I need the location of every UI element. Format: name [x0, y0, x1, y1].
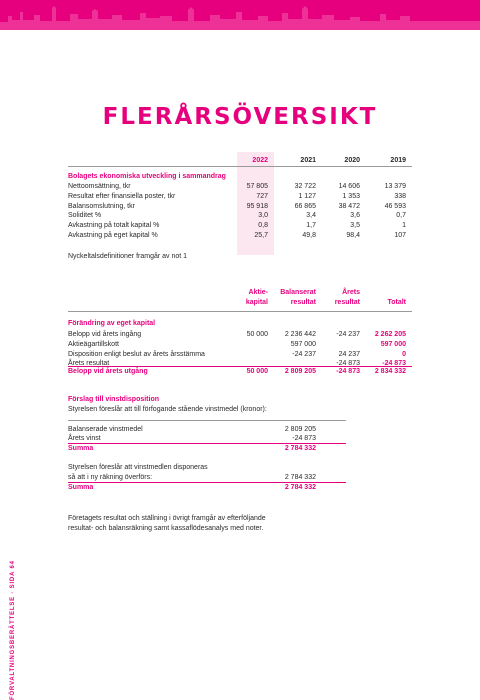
equity-row-label: Disposition enligt beslut av årets årsstämma	[68, 350, 205, 358]
disposition-row-label: Balanserade vinstmedel	[68, 426, 143, 433]
equity-row-label: Aktieägartillskott	[68, 340, 119, 348]
disposition-intro: Styrelsen föreslår att till förfogande stående vinstmedel (kronor):	[68, 406, 267, 413]
equity-row-total: 597 000	[380, 340, 406, 348]
header-banner	[0, 0, 480, 30]
overview-row-value: 57 805	[246, 183, 268, 190]
equity-total-result: -24 873	[336, 368, 360, 375]
proposal-value: 2 784 332	[284, 474, 316, 481]
overview-row-label: Soliditet %	[68, 212, 102, 220]
key-ratio-note: Nyckeltalsdefinitioner framgår av not 1	[68, 253, 188, 260]
equity-header-retained-2: resultat	[290, 299, 316, 306]
overview-row-value: 1,7	[306, 222, 316, 230]
overview-row-value: 49,8	[302, 232, 316, 239]
proposal-sum-label: Summa	[68, 484, 94, 491]
closing-text-line-1: Företagets resultat och ställning i övrigt framgår av efterföljande	[68, 515, 266, 522]
overview-row-label: Resultat efter finansiella poster, tkr	[68, 192, 176, 200]
overview-section-label: Bolagets ekonomiska utveckling i sammandrag	[68, 173, 226, 180]
proposal-line-1: Styrelsen föreslår att vinstmedlen disponeras	[68, 464, 208, 471]
equity-row-label: Belopp vid årets ingång	[68, 331, 142, 338]
disposition-sum-value: 2 784 332	[284, 445, 316, 452]
equity-header-rule	[68, 311, 412, 312]
equity-row-value: 24 237	[338, 350, 360, 358]
overview-row-value: 95 918	[246, 202, 268, 210]
equity-row-total: 2 262 205	[374, 331, 406, 338]
equity-header-total: Totalt	[387, 299, 406, 306]
overview-row-label: Nettoomsättning, tkr	[68, 183, 131, 190]
overview-row-value: 25,7	[254, 232, 268, 239]
equity-header-result-2: resultat	[334, 299, 360, 306]
overview-row-value: 66 865	[294, 202, 316, 210]
overview-row-value: 1	[402, 222, 406, 230]
overview-row-value: 0,8	[258, 222, 268, 230]
closing-text-line-2: resultat- och balansräkning samt kassaflödesanalys med noter.	[68, 525, 264, 532]
equity-row-total: -24 873	[382, 360, 406, 368]
overview-row-value: 3,0	[258, 212, 268, 220]
equity-row-value: 2 236 442	[284, 331, 316, 338]
overview-row-value: 1 353	[342, 192, 360, 200]
skyline-decoration	[0, 0, 480, 30]
proposal-sum-value: 2 784 332	[284, 484, 316, 491]
overview-header-rule	[68, 166, 412, 167]
equity-total-label: Belopp vid årets utgång	[68, 368, 148, 375]
overview-row-label: Avkastning på totalt kapital %	[68, 222, 160, 230]
overview-row-value: 3,5	[350, 222, 360, 230]
equity-section-label: Förändring av eget kapital	[68, 320, 156, 327]
equity-header-share-capital-2: kapital	[245, 299, 268, 306]
year-2019-header: 2019	[390, 157, 406, 164]
disposition-row-label: Årets vinst	[68, 435, 101, 442]
overview-row-value: 3,6	[350, 212, 360, 220]
overview-row-value: 338	[394, 192, 406, 200]
overview-row-value: 727	[256, 192, 268, 200]
equity-row-label: Årets resultat	[68, 360, 110, 368]
equity-row-value: -24 237	[292, 350, 316, 358]
overview-row-value: 46 593	[384, 202, 406, 210]
year-2021-header: 2021	[300, 157, 316, 164]
equity-header-retained-1: Balanserat	[280, 289, 316, 296]
overview-row-value: 32 722	[294, 183, 316, 190]
overview-row-value: 0,7	[396, 212, 406, 220]
equity-total-retained: 2 809 205	[284, 368, 316, 375]
year-2020-header: 2020	[344, 157, 360, 164]
equity-total-share-capital: 50 000	[246, 368, 268, 375]
overview-row-value: 98,4	[346, 232, 360, 239]
equity-row-total: 0	[402, 350, 406, 358]
equity-total-total: 2 834 332	[374, 368, 406, 375]
disposition-row-value: 2 809 205	[284, 426, 316, 433]
equity-header-share-capital-1: Aktie-	[248, 289, 268, 296]
equity-row-value: -24 237	[336, 331, 360, 338]
disposition-top-rule	[68, 420, 346, 421]
disposition-section-label: Förslag till vinstdisposition	[68, 396, 160, 403]
overview-row-value: 3,4	[306, 212, 316, 220]
equity-header-result-1: Årets	[342, 289, 360, 296]
overview-row-value: 14 606	[338, 183, 360, 190]
overview-row-label: Balansomslutning, tkr	[68, 202, 135, 210]
overview-row-value: 1 127	[298, 192, 316, 200]
disposition-sum-label: Summa	[68, 445, 94, 452]
equity-row-value: 597 000	[290, 340, 316, 348]
overview-row-value: 38 472	[338, 202, 360, 210]
overview-row-value: 107	[394, 232, 406, 239]
disposition-row-value: -24 873	[292, 435, 316, 442]
proposal-line-2: så att i ny räkning överförs:	[68, 474, 153, 481]
year-2022-header: 2022	[252, 157, 268, 164]
equity-row-value: -24 873	[336, 360, 360, 368]
side-page-label: FÖRVALTNINGSBERÄTTELSE · SIDA 64	[10, 560, 16, 700]
overview-row-value: 13 379	[384, 183, 406, 190]
overview-row-label: Avkastning på eget kapital %	[68, 232, 158, 239]
page-title: FLERÅRSÖVERSIKT	[102, 104, 378, 130]
equity-row-value: 50 000	[246, 331, 268, 338]
